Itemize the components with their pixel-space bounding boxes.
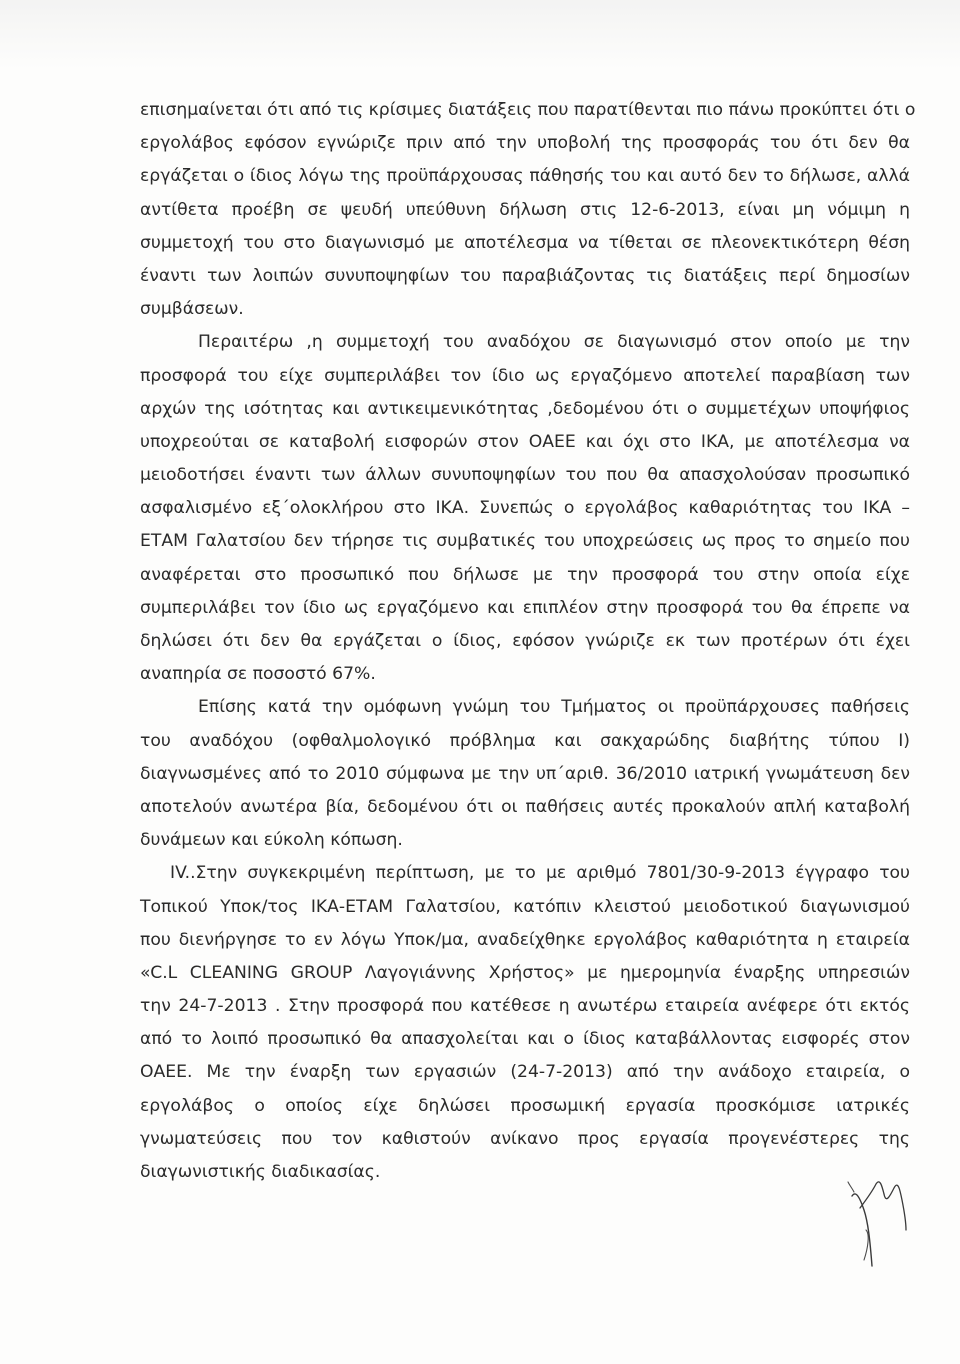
text-line: εργάζεται ο ίδιος λόγω της προϋπάρχουσας πάθησής του και αυτό δεν το δήλωσε, αλλά — [140, 166, 910, 187]
text-line: Τοπικού Υποκ/τος ΙΚΑ-ΕΤΑΜ Γαλατσίου, κατόπιν κλειστού μειοδοτικού διαγωνισμού — [140, 896, 910, 917]
text-line: αποτελούν ανωτέρα βία, δεδομένου ότι οι παθήσεις αυτές προκαλούν απλή καταβολή — [140, 796, 910, 817]
text-line: διαγωνιστικής διαδικασίας. — [140, 1162, 381, 1182]
text-line: αναπηρία σε ποσοστό 67%. — [140, 664, 376, 685]
text-line: που διενήργησε το εν λόγω Υποκ/μα, αναδείχθηκε εργολάβος καθαριότητα η εταιρεία — [140, 929, 910, 950]
text-line: συμβάσεων. — [140, 299, 244, 320]
text-line: Περαιτέρω ,η συμμετοχή του αναδόχου σε διαγωνισμό στον οποίο με την — [198, 332, 910, 353]
text-line: Επίσης κατά την ομόφωνη γνώμη του Τμήματος οι προϋπάρχουσες παθήσεις — [198, 697, 910, 718]
text-line: συμμετοχή του στο διαγωνισμό με αποτέλεσμα να τίθεται σε πλεονεκτικότερη θέση — [140, 232, 910, 253]
text-line: «C.L CLEANING GROUP Λαγογιάννης Χρήστος» με ημερομηνία έναρξης υπηρεσιών — [140, 962, 910, 983]
document-body — [140, 94, 916, 1189]
text-line: την 24-7-2013 . Στην προσφορά που κατέθεσε η ανωτέρω εταιρεία ανέφερε ότι εκτός — [140, 996, 910, 1017]
text-line: του αναδόχου (οφθαλμολογικό πρόβλημα και σακχαρώδης διαβήτης τύπου Ι) — [140, 730, 910, 751]
text-line: δυνάμεων και εύκολη κόπωση. — [140, 830, 403, 851]
text-line: γνωματεύσεις που τον καθιστούν ανίκανο προς εργασία προγενέστερες της — [140, 1128, 910, 1149]
text-line: ΟΑΕΕ. Με την έναρξη των εργασιών (24-7-2013) από την ανάδοχο εταιρεία, ο — [140, 1062, 910, 1083]
text-line: έναντι των λοιπών συνυποψηφίων του παραβιάζοντας τις διατάξεις περί δημοσίων — [140, 265, 910, 286]
text-line: συμπεριλάβει τον ίδιο ως εργαζόμενο και επιπλέον στην προσφορά του θα έπρεπε να — [140, 597, 910, 618]
text-line: αντίθετα προέβη σε ψευδή υπεύθυνη δήλωση στις 12-6-2013, είναι μη νόμιμη η — [140, 199, 910, 220]
text-line: αναφέρεται στο προσωπικό που δήλωσε με την προσφορά του στην οποία είχε — [140, 564, 910, 585]
text-line: IV..Στην συγκεκριμένη περίπτωση, με το με αριθμό 7801/30-9-2013 έγγραφο του — [170, 863, 910, 884]
text-line: εργολάβος ο οποίος είχε δηλώσει προσωμική εργασία προσκόμισε ιατρικές — [140, 1095, 910, 1116]
text-line: αρχών της ισότητας και αντικειμενικότητας ,δεδομένου ότι ο συμμετέχων υποψήφιος — [140, 398, 910, 419]
handwritten-initials-signature — [846, 1170, 926, 1280]
text-line: από το λοιπό προσωπικό θα απασχολείται και ο ίδιος καταβάλλοντας εισφορές στον — [140, 1029, 910, 1050]
text-line: ασφαλισμένο εξ΄ολοκλήρου στο ΙΚΑ. Συνεπώς ο εργολάβος καθαριότητας του ΙΚΑ – — [140, 498, 910, 519]
text-line: δηλώσει ότι δεν θα εργάζεται o ίδιος, εφόσον γνώριζε εκ των προτέρων ότι έχει — [140, 631, 910, 651]
text-line: μειοδοτήσει έναντι των άλλων συνυποψηφίων του που θα απασχολούσαν προσωπικό — [140, 465, 910, 486]
scan-edge-shading — [0, 0, 960, 70]
text-line: εργολάβος εφόσον εγνώριζε πριν από την υποβολή της προσφοράς του ότι δεν θα — [140, 133, 910, 154]
text-line: διαγνωσμένες από το 2010 σύμφωνα με την υπ΄αριθ. 36/2010 ιατρική γνωμάτευση δεν — [140, 763, 910, 784]
text-line: υποχρεούται σε καταβολή εισφορών στον ΟΑΕΕ και όχι στο ΙΚΑ, με αποτέλεσμα να — [140, 431, 910, 452]
text-line: ΕΤΑΜ Γαλατσίου δεν τήρησε τις συμβατικές του υποχρεώσεις ως προς το σημείο που — [140, 531, 910, 552]
text-line: προσφορά του είχε συμπεριλάβει τον ίδιο ως εργαζόμενο αποτελεί παραβίαση των — [140, 365, 910, 386]
text-line: επισημαίνεται ότι από τις κρίσιμες διατάξεις που παρατίθενται πιο πάνω προκύπτει ότι ο — [140, 100, 916, 120]
